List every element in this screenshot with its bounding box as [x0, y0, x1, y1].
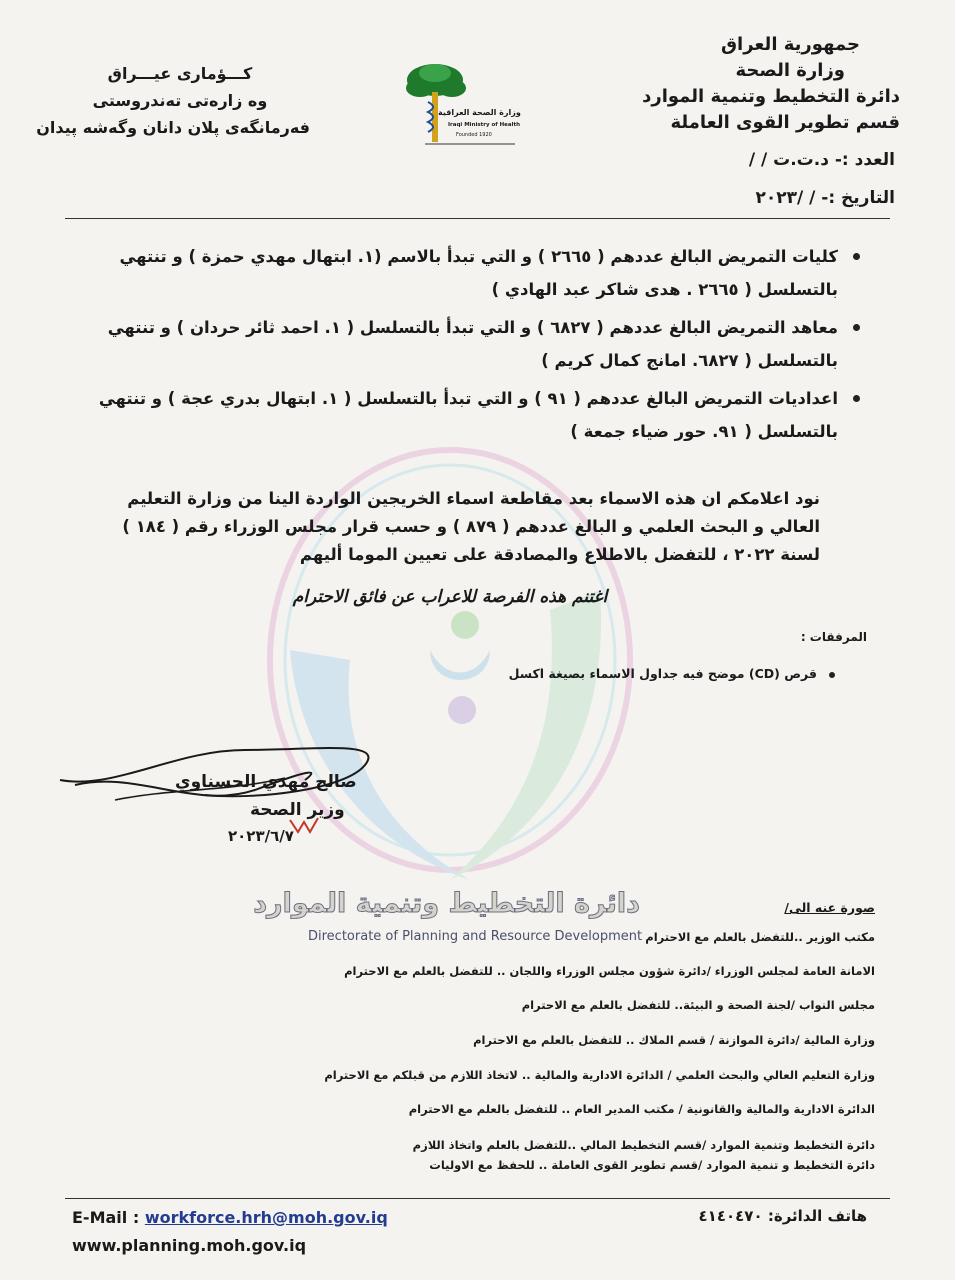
kurdish-directorate-name: فەرمانگەی پلان دانان وگەشە پیدان [36, 118, 310, 137]
bullet-icon [829, 672, 835, 678]
footer-divider [65, 1198, 890, 1199]
list-item: كليات التمريض البالغ عددهم ( ٢٦٦٥ ) و التي تبدأ بالاسم (١. ابتهال مهدي حمزة ) و تنتهي بالتسلسل ( ٢٦٦٥ . هدى شاكر عبد الهادي ) [68, 240, 838, 306]
logo-english-name: Iraqi Ministry of Health [448, 122, 521, 128]
bullet-icon [853, 253, 860, 260]
attachment-item: قرص (CD) موضح فيه جداول الاسماء بصيغة اكسل [509, 666, 835, 681]
logo-founded: Founded 1920 [456, 132, 492, 138]
list-item: دائرة التخطيط و تنمية الموارد /قسم تطوير القوى العاملة .. للحفظ مع الاوليات [429, 1158, 875, 1172]
list-item: وزارة التعليم العالي والبحث العلمي / الدائرة الادارية والمالية .. لاتخاذ اللازم من قبلكم مع الاحترام [324, 1068, 875, 1082]
signatory-title: وزير الصحة [250, 800, 345, 820]
department-name: قسم تطوير القوى العاملة [670, 112, 900, 133]
cc-title: صورة عنه الى/ [784, 900, 875, 915]
stamp-english-text: Directorate of Planning and Resource Development [308, 929, 643, 944]
bullet-icon [853, 395, 860, 402]
website-link[interactable]: www.planning.moh.gov.iq [72, 1236, 307, 1255]
country-name: جمهورية العراق [720, 34, 860, 55]
email-line [72, 1208, 388, 1227]
logo-arabic-name: وزارة الصحة العراقية [438, 108, 521, 117]
stamp-arabic-text: دائرة التخطيط وتنمية الموارد [253, 888, 640, 919]
signatory-name: صالح مهدي الحسناوي [175, 772, 357, 792]
attachments-label: المرفقات : [800, 630, 867, 644]
email-label: E-Mail : [72, 1208, 140, 1227]
kurdish-ministry-name: وه زارەتی تەندروستی [92, 91, 268, 110]
header-kurdish-block [36, 60, 310, 141]
ministry-name: وزارة الصحة [735, 60, 845, 81]
email-link[interactable]: workforce.hrh@moh.gov.iq [144, 1208, 388, 1227]
kurdish-country-name: كـــؤماری عیـــراق [107, 64, 253, 83]
signature-date: ٢٠٢٣/٦/٧ [228, 827, 294, 845]
ministry-logo [390, 58, 550, 158]
bullet-icon [853, 324, 860, 331]
list-item: معاهد التمريض البالغ عددهم ( ٦٨٢٧ ) و التي تبدأ بالتسلسل ( ١. احمد ثائر حردان ) و تنتهي بالتسلسل ( ٦٨٢٧. امانج كمال كريم ) [68, 311, 838, 377]
header-ministry-block [580, 32, 900, 212]
closing-line: اغتنم هذه الفرصة للاعراب عن فائق الاحترام [292, 587, 608, 607]
list-item: مكتب الوزير ..للتفضل بالعلم مع الاحترام [645, 930, 875, 944]
phone-number: هاتف الدائرة: ٤١٤٠٤٧٠ [698, 1207, 867, 1225]
graduate-bullet-list [68, 240, 838, 453]
list-item: دائرة التخطيط وتنمية الموارد /قسم التخطيط المالي ..للتفضل بالعلم واتخاذ اللازم [412, 1138, 875, 1152]
list-item: اعداديات التمريض البالغ عددهم ( ٩١ ) و التي تبدأ بالتسلسل ( ١. ابتهال بدري عجة ) و تنتهي بالتسلسل ( ٩١. حور ضياء جمعة ) [68, 382, 838, 448]
header-divider [65, 218, 890, 219]
list-item: الدائرة الادارية والمالية والقانونية / مكتب المدير العام .. للتفضل بالعلم مع الاحترام [408, 1102, 875, 1116]
directorate-name: دائرة التخطيط وتنمية الموارد [642, 86, 900, 107]
body-paragraph: نود اعلامكم ان هذه الاسماء بعد مقاطعة اسماء الخريجين الواردة الينا من وزارة التعليم العالي و البحث العلمي و البالغ عددهم ( ٨٧٩ ) و حسب قرار مجلس الوزراء رقم ( ١٨٤ ) لسنة ٢٠٢٢ ، للتفضل بالاطلاع والمصادقة على تعيين الموما أليهم [122, 489, 820, 564]
document-date: التاريخ :- / /٢٠٢٣ [755, 188, 895, 208]
list-item: الامانة العامة لمجلس الوزراء /دائرة شؤون مجلس الوزراء واللجان .. للتفضل بالعلم مع الاحترام [344, 964, 875, 978]
list-item: وزارة المالية /دائرة الموازنة / قسم الملاك .. للتفضل بالعلم مع الاحترام [473, 1033, 875, 1047]
directorate-stamp [253, 888, 650, 950]
list-item: مجلس النواب /لجنة الصحة و البيئة.. للتفضل بالعلم مع الاحترام [521, 998, 875, 1012]
document-number: العدد :- د.ت.ت / / [748, 150, 895, 170]
